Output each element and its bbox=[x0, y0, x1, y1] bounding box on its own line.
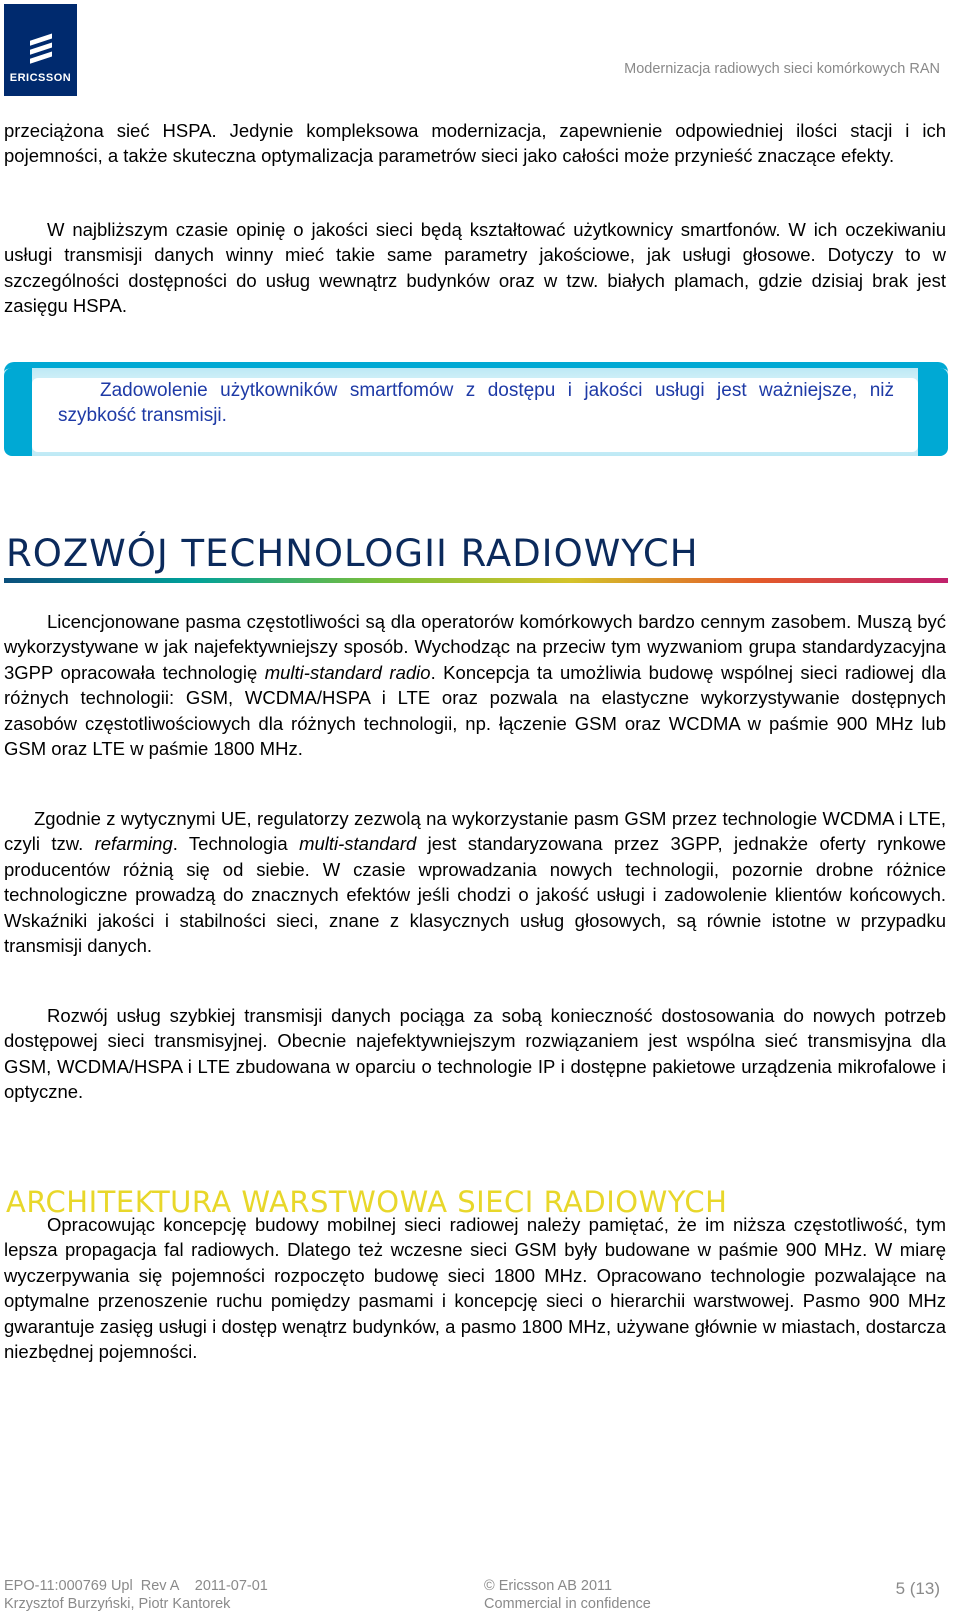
paragraph-5: Rozwój usług szybkiej transmisji danych pociąga za sobą konieczność dostosowania do nowych potrzeb dostępowej sieci transmisyjnej. Obecnie najefektywniejszym rozwiązaniem jest wspólna sieć transmisyjna dla GSM, WCDMA/HSPA i LTE zbudowana w oparciu o technologie IP i dostępne pakietowe urządzenia mikrofalowe i optyczne. bbox=[4, 1005, 946, 1103]
paragraph-3-text-a: Licencjonowane pasma częstotliwości są dla operatorów komórkowych bardzo cennym zasobem. Muszą być wykorzystywane w jak najefektywniejszy sposób. Wychodząc na przeciw tym wyzwaniom grupa standardyzacyjna 3GPP opracowała technologię bbox=[4, 611, 946, 683]
callout-text: Zadowolenie użytkowników smartfomów z dostępu i jakości usługi jest ważniejsze, niż szybkość transmisji. bbox=[58, 380, 894, 426]
section-heading-layered-architecture: ARCHITEKTURA WARSTWOWA SIECI RADIOWYCH bbox=[6, 1185, 728, 1219]
paragraph-4-text-a: Zgodnie z wytycznymi UE, regulatorzy zezwolą na wykorzystanie pasm GSM przez technologie WCDMA i LTE, czyli tzw. bbox=[4, 808, 946, 855]
callout-left-bar bbox=[4, 368, 32, 456]
paragraph-4-text-b: . Technologia bbox=[172, 833, 300, 855]
footer-left bbox=[4, 1577, 268, 1613]
paragraph-4 bbox=[4, 806, 946, 958]
footer-confidentiality: Commercial in confidence bbox=[484, 1596, 651, 1612]
footer-copyright: © Ericsson AB 2011 bbox=[484, 1578, 613, 1594]
page-number: 5 (13) bbox=[895, 1579, 940, 1598]
heading-gradient-rule bbox=[4, 578, 948, 583]
paragraph-3 bbox=[4, 609, 946, 761]
paragraph-4-emphasis-1: refarming bbox=[94, 833, 173, 855]
logo-text: ERICSSON bbox=[9, 72, 72, 84]
paragraph-6: Opracowując koncepcję budowy mobilnej sieci radiowej należy pamiętać, że im niższa częstotliwość, tym lepsza propagacja fal radiowych. Dlatego też wczesne sieci GSM były budowane w paśmie 900 MHz. W miarę wyczerpywania się pojemności rozpoczęto budowę sieci 1800 MHz. Opracowano technologie pozwalające na optymalne przenoszenie ruchu pomiędzy pasmami i koncepcję sieci o hierarchii warstwowej. Pasmo 900 MHz gwarantuje zasięg usługi i dostęp wenątrz budynków, a pasmo 1800 MHz, używane głównie w miastach, dostarcza niezbędnej pojemności. bbox=[4, 1214, 946, 1363]
section-heading-radio-tech: ROZWÓJ TECHNOLOGII RADIOWYCH bbox=[6, 532, 699, 575]
footer-authors: Krzysztof Burzyński, Piotr Kantorek bbox=[4, 1596, 231, 1612]
paragraph-4-emphasis-2: multi-standard bbox=[299, 833, 417, 855]
footer-doc-id: EPO-11:000769 Upl Rev A 2011-07-01 bbox=[4, 1578, 268, 1594]
paragraph-3-text-b: . Koncepcja ta umożliwia budowę wspólnej sieci radiowej dla różnych technologii: GSM, WCDMA/HSPA i LTE oraz pozwala na elastyczne wykorzystywanie dostępnych zasobów częstotliwościowych dla różnych technologii, np. łączenie GSM oraz WCDMA w paśmie 900 MHz lub GSM oraz LTE w paśmie 1800 MHz. bbox=[4, 661, 946, 760]
paragraph-2: W najbliższym czasie opinię o jakości sieci będą kształtować użytkownicy smartfonów. W ich oczekiwaniu usługi transmisji danych winny mieć takie same parametry jakościowe, jak usługi głosowe. Dotyczy to w szczególności dostępności do usług wewnątrz budynków oraz w tzw. białych plamach, gdzie dzisiaj brak jest zasięgu HSPA. bbox=[4, 219, 946, 317]
document-title: Modernizacja radiowych sieci komórkowych RAN bbox=[624, 61, 940, 77]
paragraph-4-text-c: jest standaryzowana przez 3GPP, jednakże oferty rynkowe producentów różnią się od siebie. W czasie wprowadzania nowych technologii, pozornie drobne różnice technologiczne prowadzą do znacznych efektów jeśli chodzi o jakość usługi i zadowolenie klientów końcowych. Wskaźniki jakości i stabilności sieci, znane z klasycznych usług głosowych, są równie istotne w przypadku transmisji danych. bbox=[4, 833, 947, 957]
paragraph-1: przeciążona sieć HSPA. Jedynie kompleksowa modernizacja, zapewnienie odpowiedniej ilości stacji i ich pojemności, a także skuteczna optymalizacja parametrów sieci jako całości może przynieść znaczące efekty. bbox=[4, 120, 946, 167]
footer-middle bbox=[484, 1577, 651, 1613]
ericsson-logo bbox=[4, 4, 77, 96]
callout-right-bar bbox=[918, 368, 948, 456]
ericsson-mark-icon bbox=[26, 32, 56, 64]
paragraph-3-emphasis: multi-standard radio bbox=[264, 661, 431, 683]
